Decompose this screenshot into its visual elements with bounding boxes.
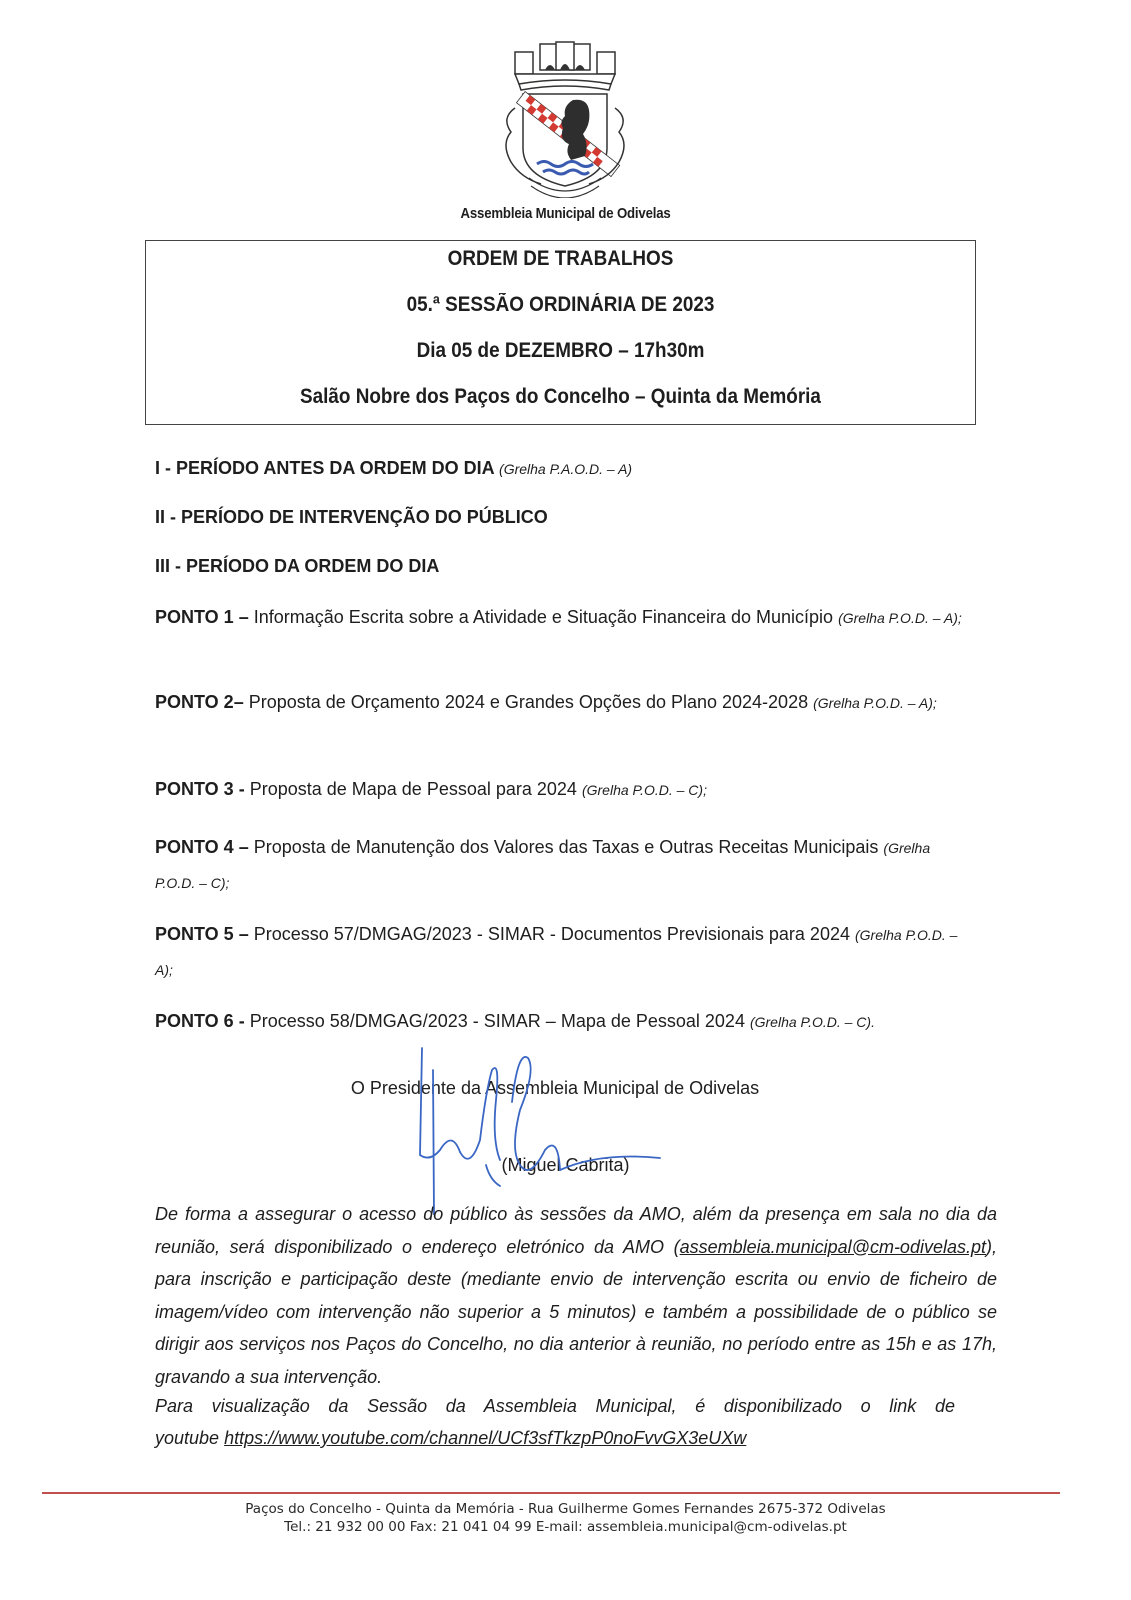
municipal-coat-of-arms-icon	[485, 38, 645, 198]
agenda-item	[155, 685, 965, 720]
agenda-item-grelha: (Grelha P.O.D. – C);	[581, 782, 707, 798]
period-item	[155, 507, 548, 528]
agenda-item-description: Proposta de Mapa de Pessoal para 2024	[249, 779, 577, 799]
period-label: III - PERÍODO DA ORDEM DO DIA	[155, 556, 440, 576]
agenda-item-description: Informação Escrita sobre a Atividade e Situação Financeira do Município	[253, 607, 834, 627]
stream-prefix: youtube	[155, 1428, 220, 1448]
period-grelha: (Grelha P.A.O.D. – A)	[499, 461, 633, 477]
agenda-item	[155, 830, 965, 900]
agenda-item-description: Processo 58/DMGAG/2023 - SIMAR – Mapa de Pessoal 2024	[249, 1011, 745, 1031]
agenda-item-label: PONTO 5 –	[155, 924, 249, 944]
agenda-item	[155, 1004, 965, 1039]
session-date-time: Dia 05 de DEZEMBRO – 17h30m	[416, 339, 705, 362]
period-label: II - PERÍODO DE INTERVENÇÃO DO PÚBLICO	[155, 507, 548, 527]
footer-contacts: Tel.: 21 932 00 00 Fax: 21 041 04 99 E-mail: assembleia.municipal@cm-odivelas.pt	[284, 1519, 847, 1535]
agenda-item-grelha: (Grelha P.O.D. – A);	[813, 695, 937, 711]
organization-name: Assembleia Municipal de Odivelas	[460, 205, 671, 222]
agenda-item-label: PONTO 1 –	[155, 607, 249, 627]
session-title-box	[145, 240, 976, 425]
agenda-item-label: PONTO 2–	[155, 692, 244, 712]
agenda-item-description: Proposta de Orçamento 2024 e Grandes Opções do Plano 2024-2028	[248, 692, 809, 712]
agenda-item-label: PONTO 3 -	[155, 779, 245, 799]
agenda-item-description: Proposta de Manutenção dos Valores das Taxas e Outras Receitas Municipais	[253, 837, 879, 857]
notice-text-part1: De forma a assegurar o acesso do público às sessões da AMO, além da presença em sala no dia da reunião, será disponibilizado o endereço eletrónico da AMO (	[155, 1204, 997, 1257]
agenda-item-label: PONTO 4 –	[155, 837, 249, 857]
agenda-item-grelha: (Grelha P.O.D. – A);	[155, 927, 958, 978]
agenda-item-label: PONTO 6 -	[155, 1011, 245, 1031]
signatory-role: O Presidente da Assembleia Municipal de Odivelas	[350, 1078, 760, 1098]
session-location: Salão Nobre dos Paços do Concelho – Quinta da Memória	[300, 385, 821, 408]
period-item	[155, 458, 632, 479]
period-label: I - PERÍODO ANTES DA ORDEM DO DIA	[155, 458, 495, 478]
signatory-name: (Miguel Cabrita)	[501, 1155, 630, 1175]
agenda-item	[155, 772, 965, 807]
public-access-notice	[155, 1198, 997, 1393]
youtube-channel-link[interactable]: https://www.youtube.com/channel/UCf3sfTkzpP0noFvvGX3eUXw	[224, 1428, 747, 1448]
notice-text-part2: ), para inscrição e participação deste (mediante envio de intervenção escrita ou envio de ficheiro de imagem/vídeo com intervenção não superior a 5 minutos) e também a possibilidade de o público se dirigir aos serviços nos Paços do Concelho, no dia anterior à reunião, no período entre as 15h e as 17h, gravando a sua intervenção.	[155, 1236, 997, 1387]
agenda-item-grelha: (Grelha P.O.D. – C).	[749, 1014, 875, 1030]
handwritten-signature-icon	[400, 1040, 680, 1215]
agenda-item-description: Processo 57/DMGAG/2023 - SIMAR - Documentos Previsionais para 2024	[253, 924, 850, 944]
assembly-email-link[interactable]: assembleia.municipal@cm-odivelas.pt	[679, 1236, 986, 1257]
footer-divider	[42, 1492, 1060, 1494]
session-name: 05.ª SESSÃO ORDINÁRIA DE 2023	[406, 293, 715, 316]
document-title: ORDEM DE TRABALHOS	[447, 247, 674, 270]
agenda-item	[155, 917, 965, 987]
period-item	[155, 556, 439, 577]
stream-notice-text: Para visualização da Sessão da Assembleia Municipal, é disponibilizado o link de	[155, 1396, 955, 1416]
agenda-item-grelha: (Grelha P.O.D. – A);	[838, 610, 962, 626]
stream-notice-link-line	[155, 1422, 746, 1455]
footer-address: Paços do Concelho - Quinta da Memória - Rua Guilherme Gomes Fernandes 2675-372 Odivelas	[245, 1501, 886, 1517]
agenda-item	[155, 600, 965, 635]
agenda-item-grelha: (Grelha P.O.D. – C);	[155, 840, 931, 891]
